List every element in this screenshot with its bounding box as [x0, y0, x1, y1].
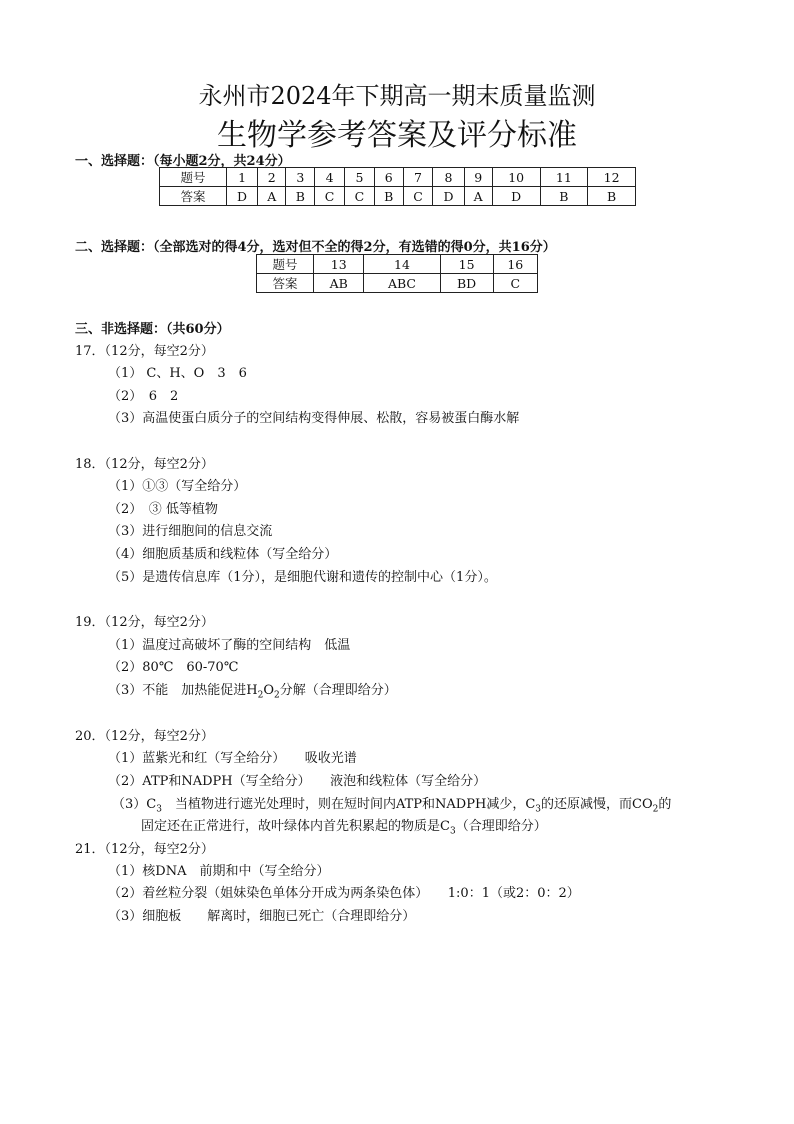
q19-answer-1: （1）温度过高破坏了酶的空间结构 低温: [108, 638, 351, 653]
q21-heading: 21．（12分，每空2分）: [75, 842, 214, 857]
q18-answer-2: （2） ③ 低等植物: [108, 502, 218, 517]
table-cell: 12: [588, 168, 636, 187]
section3-heading: 三、非选择题：（共60分）: [75, 322, 230, 337]
table-cell: D: [433, 187, 464, 206]
table-cell: 7: [403, 168, 433, 187]
table-cell: C: [345, 187, 375, 206]
table-cell: B: [374, 187, 403, 206]
document-title: 生物学参考答案及评分标准: [217, 118, 577, 153]
exam-title: 永州市2024年下期高一期末质量监测: [198, 82, 596, 110]
q21-answer-3: （3）细胞板 解离时，细胞已死亡（合理即给分）: [108, 909, 416, 924]
q20-answer-2: （2）ATP和NADPH（写全给分） 液泡和线粒体（写全给分）: [108, 774, 487, 789]
section1-heading: 一、选择题：（每小题2分，共24分）: [75, 154, 291, 169]
section2-heading: 二、选择题：（全部选对的得4分，选对但不全的得2分，有选错的得0分，共16分）: [75, 240, 556, 255]
section1-answer-table: [159, 167, 636, 206]
q19-answer-2: （2）80℃ 60-70℃: [108, 660, 239, 675]
q20-answer-3-continued: 固定还在正常进行，故叶绿体内首先积累起的物质是$C_3$（合理即给分）: [141, 819, 547, 837]
table-cell: 2: [258, 168, 286, 187]
table-cell: 10: [492, 168, 540, 187]
q18-answer-5: （5）是遗传信息库（1分），是细胞代谢和遗传的控制中心（1分）。: [108, 570, 497, 585]
table-header-cell: 题号: [257, 255, 314, 274]
table-cell: 13: [314, 255, 364, 274]
q20-answer-3: $(3)C_3$ 当植物进行遮光处理时，则在短时间内ATP和NADPH减少，$C_3$的还原减慢，而$CO_2$的: [112, 797, 672, 815]
table-cell: A: [464, 187, 492, 206]
table-cell: 3: [286, 168, 315, 187]
table-cell: D: [227, 187, 258, 206]
table-cell: BD: [440, 274, 493, 293]
q18-answer-3: （3）进行细胞间的信息交流: [108, 524, 273, 539]
table-header-cell: 答案: [257, 274, 314, 293]
table-row-answers: [160, 187, 636, 206]
table-cell: B: [286, 187, 315, 206]
q17-answer-3: （3）高温使蛋白质分子的空间结构变得伸展、松散，容易被蛋白酶水解: [108, 411, 520, 426]
table-row-numbers: [160, 168, 636, 187]
table-cell: B: [540, 187, 588, 206]
q17-answer-1: （1） C、H、O 3 6: [108, 366, 247, 381]
table-cell: 5: [345, 168, 375, 187]
table-cell: AB: [314, 274, 364, 293]
table-cell: C: [403, 187, 433, 206]
q19-heading: 19．（12分，每空2分）: [75, 615, 214, 630]
table-cell: 14: [364, 255, 440, 274]
table-cell: 4: [315, 168, 345, 187]
q21-answer-2: （2）着丝粒分裂（姐妹染色单体分开成为两条染色体） 1:0：1（或2：0：2）: [108, 886, 580, 901]
table-cell: 8: [433, 168, 464, 187]
table-header-cell: 答案: [160, 187, 227, 206]
q18-heading: 18．（12分，每空2分）: [75, 457, 214, 472]
table-cell: 11: [540, 168, 588, 187]
section2-answer-table: [256, 254, 538, 293]
table-cell: 16: [493, 255, 537, 274]
q18-answer-4: （4）细胞质基质和线粒体（写全给分）: [108, 547, 338, 562]
q19-answer-3: （3）不能 加热能促进$H_2O_2$分解（合理即给分）: [108, 683, 397, 701]
table-cell: 1: [227, 168, 258, 187]
table-row-numbers: [257, 255, 538, 274]
table-cell: 6: [374, 168, 403, 187]
q20-answer-1: （1）蓝紫光和红（写全给分） 吸收光谱: [108, 751, 357, 766]
table-cell: C: [315, 187, 345, 206]
table-cell: C: [493, 274, 537, 293]
table-cell: D: [492, 187, 540, 206]
q18-answer-1: （1）①③（写全给分）: [108, 479, 247, 494]
table-header-cell: 题号: [160, 168, 227, 187]
table-cell: 9: [464, 168, 492, 187]
table-cell: B: [588, 187, 636, 206]
table-row-answers: [257, 274, 538, 293]
q17-answer-2: （2） 6 2: [108, 389, 179, 404]
q21-answer-1: （1）核DNA 前期和中（写全给分）: [108, 864, 330, 879]
table-cell: 15: [440, 255, 493, 274]
q17-heading: 17．（12分，每空2分）: [75, 344, 214, 359]
q20-heading: 20．（12分，每空2分）: [75, 729, 214, 744]
table-cell: A: [258, 187, 286, 206]
table-cell: ABC: [364, 274, 440, 293]
